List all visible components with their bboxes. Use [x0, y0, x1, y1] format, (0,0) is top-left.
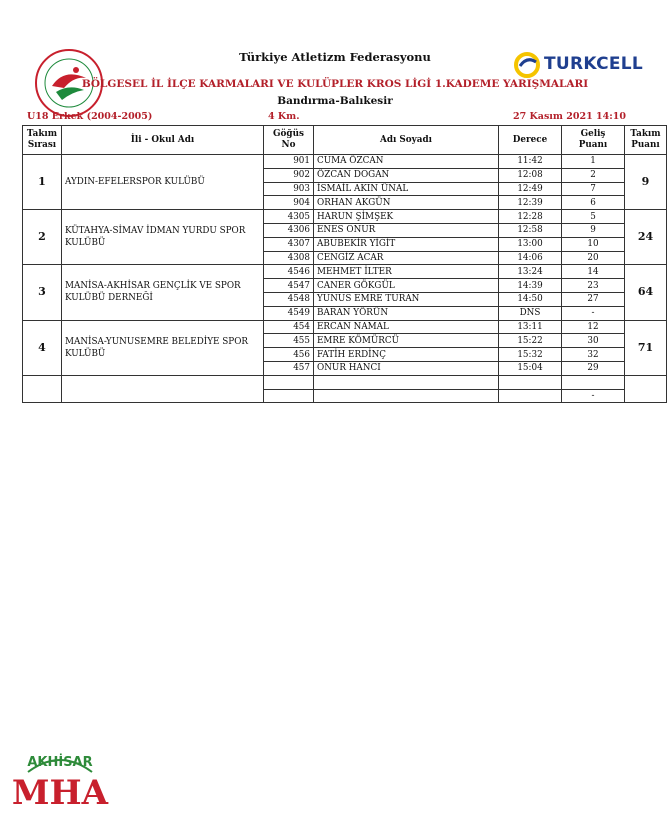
- finish-time: 12:49: [499, 182, 562, 196]
- bib-number: 4308: [264, 251, 314, 265]
- place-points: 20: [562, 251, 625, 265]
- empty-time-cell: [499, 389, 562, 403]
- place-points: 7: [562, 182, 625, 196]
- athlete-name: İSMAİL AKIN ÜNAL: [314, 182, 499, 196]
- finish-time: 12:08: [499, 168, 562, 182]
- place-points: 32: [562, 348, 625, 362]
- col-team-rank: Takım Sırası: [23, 126, 62, 155]
- place-points: 30: [562, 334, 625, 348]
- place-points: 6: [562, 196, 625, 210]
- results-body: [23, 155, 667, 403]
- watermark-top-text: AKHİSAR: [27, 755, 93, 770]
- athlete-name: ORHAN AKGÜN: [314, 196, 499, 210]
- finish-time: DNS: [499, 306, 562, 320]
- empty-bib-cell: [264, 389, 314, 403]
- bib-number: 4306: [264, 223, 314, 237]
- finish-time: 12:39: [499, 196, 562, 210]
- bib-number: 456: [264, 348, 314, 362]
- place-points: 27: [562, 292, 625, 306]
- finish-time: 11:42: [499, 155, 562, 169]
- bib-number: 903: [264, 182, 314, 196]
- team-points: 71: [625, 320, 667, 375]
- bib-number: 457: [264, 361, 314, 375]
- place-points: 2: [562, 168, 625, 182]
- results-table: [22, 125, 667, 403]
- table-row: [23, 210, 667, 224]
- empty-place-cell: -: [562, 389, 625, 403]
- team-rank: 4: [23, 320, 62, 375]
- watermark-main-text: MHA: [11, 773, 109, 810]
- col-team-points: Takım Puanı: [625, 126, 667, 155]
- finish-time: 13:24: [499, 265, 562, 279]
- bib-number: 4546: [264, 265, 314, 279]
- finish-time: 12:28: [499, 210, 562, 224]
- team-rank: 1: [23, 155, 62, 210]
- place-points: 23: [562, 279, 625, 293]
- bib-number: 4548: [264, 292, 314, 306]
- athlete-name: HARUN ŞİMŞEK: [314, 210, 499, 224]
- col-bib: Göğüs No: [264, 126, 314, 155]
- finish-time: 13:11: [499, 320, 562, 334]
- team-points: 24: [625, 210, 667, 265]
- team-name: AYDIN-EFELERSPOR KULÜBÜ: [62, 155, 264, 210]
- empty-place-cell: [562, 375, 625, 389]
- event-title: BÖLGESEL İL İLÇE KARMALARI VE KULÜPLER KROS LİGİ 1.KADEME YARIŞMALARI: [81, 78, 589, 90]
- athlete-name: ERCAN NAMAL: [314, 320, 499, 334]
- col-place-points: Geliş Puanı: [562, 126, 625, 155]
- empty-points-cell: [625, 375, 667, 403]
- col-athlete-name: Adı Soyadı: [314, 126, 499, 155]
- place-points: 12: [562, 320, 625, 334]
- empty-time-cell: [499, 375, 562, 389]
- finish-time: 14:39: [499, 279, 562, 293]
- bib-number: 4547: [264, 279, 314, 293]
- col-time: Derece: [499, 126, 562, 155]
- athlete-name: CANER GÖKGÜL: [314, 279, 499, 293]
- empty-name-cell: [314, 375, 499, 389]
- finish-time: 14:50: [499, 292, 562, 306]
- venue: Bandırma-Balıkesir: [277, 95, 393, 107]
- team-points: 9: [625, 155, 667, 210]
- place-points: 14: [562, 265, 625, 279]
- athlete-name: FATİH ERDİNÇ: [314, 348, 499, 362]
- athlete-name: EMRE KÖMÜRCÜ: [314, 334, 499, 348]
- team-rank: 2: [23, 210, 62, 265]
- finish-time: 15:22: [499, 334, 562, 348]
- athlete-name: YUNUS EMRE TURAN: [314, 292, 499, 306]
- place-points: 1: [562, 155, 625, 169]
- bib-number: 4305: [264, 210, 314, 224]
- finish-time: 13:00: [499, 237, 562, 251]
- bib-number: 454: [264, 320, 314, 334]
- bib-number: 902: [264, 168, 314, 182]
- header-row: [23, 126, 667, 155]
- table-row: [23, 265, 667, 279]
- place-points: 10: [562, 237, 625, 251]
- empty-team-cell: [62, 375, 264, 403]
- organization-title: Türkiye Atletizm Federasyonu: [239, 50, 431, 64]
- athlete-name: BARAN YÖRÜN: [314, 306, 499, 320]
- place-points: 9: [562, 223, 625, 237]
- athlete-name: ONUR HANCI: [314, 361, 499, 375]
- team-name: MANİSA-YUNUSEMRE BELEDİYE SPOR KULÜBÜ: [62, 320, 264, 375]
- athlete-name: ABUBEKİR YİĞİT: [314, 237, 499, 251]
- bib-number: 455: [264, 334, 314, 348]
- athlete-name: CENGİZ ACAR: [314, 251, 499, 265]
- place-points: -: [562, 306, 625, 320]
- team-points: 64: [625, 265, 667, 320]
- team-name: KÜTAHYA-SİMAV İDMAN YURDU SPOR KULÜBÜ: [62, 210, 264, 265]
- athlete-name: MEHMET İLTER: [314, 265, 499, 279]
- finish-time: 15:32: [499, 348, 562, 362]
- place-points: 5: [562, 210, 625, 224]
- col-team-name: İli - Okul Adı: [62, 126, 264, 155]
- turkcell-wordmark: TURKCELL: [544, 54, 644, 74]
- bib-number: 904: [264, 196, 314, 210]
- finish-time: 12:58: [499, 223, 562, 237]
- finish-time: 15:04: [499, 361, 562, 375]
- team-name: MANİSA-AKHİSAR GENÇLİK VE SPOR KULÜBÜ DERNEĞİ: [62, 265, 264, 320]
- table-row: [23, 320, 667, 334]
- mha-watermark-logo: [10, 742, 110, 810]
- distance-label: 4 Km.: [268, 111, 300, 122]
- team-rank: 3: [23, 265, 62, 320]
- empty-name-cell: [314, 389, 499, 403]
- bib-number: 4307: [264, 237, 314, 251]
- bib-number: 4549: [264, 306, 314, 320]
- empty-bib-cell: [264, 375, 314, 389]
- empty-rank-cell: [23, 375, 62, 403]
- athlete-name: ENES ONUR: [314, 223, 499, 237]
- place-points: 29: [562, 361, 625, 375]
- athlete-name: ÖZCAN DOĞAN: [314, 168, 499, 182]
- finish-time: 14:06: [499, 251, 562, 265]
- athlete-name: CUMA ÖZCAN: [314, 155, 499, 169]
- date-label: 27 Kasım 2021 14:10: [513, 111, 626, 122]
- turkcell-emblem-icon: [514, 52, 540, 78]
- category-label: U18 Erkek (2004-2005): [27, 111, 153, 122]
- bib-number: 901: [264, 155, 314, 169]
- turkcell-logo: [514, 52, 644, 78]
- table-row: [23, 155, 667, 169]
- empty-row: [23, 375, 667, 389]
